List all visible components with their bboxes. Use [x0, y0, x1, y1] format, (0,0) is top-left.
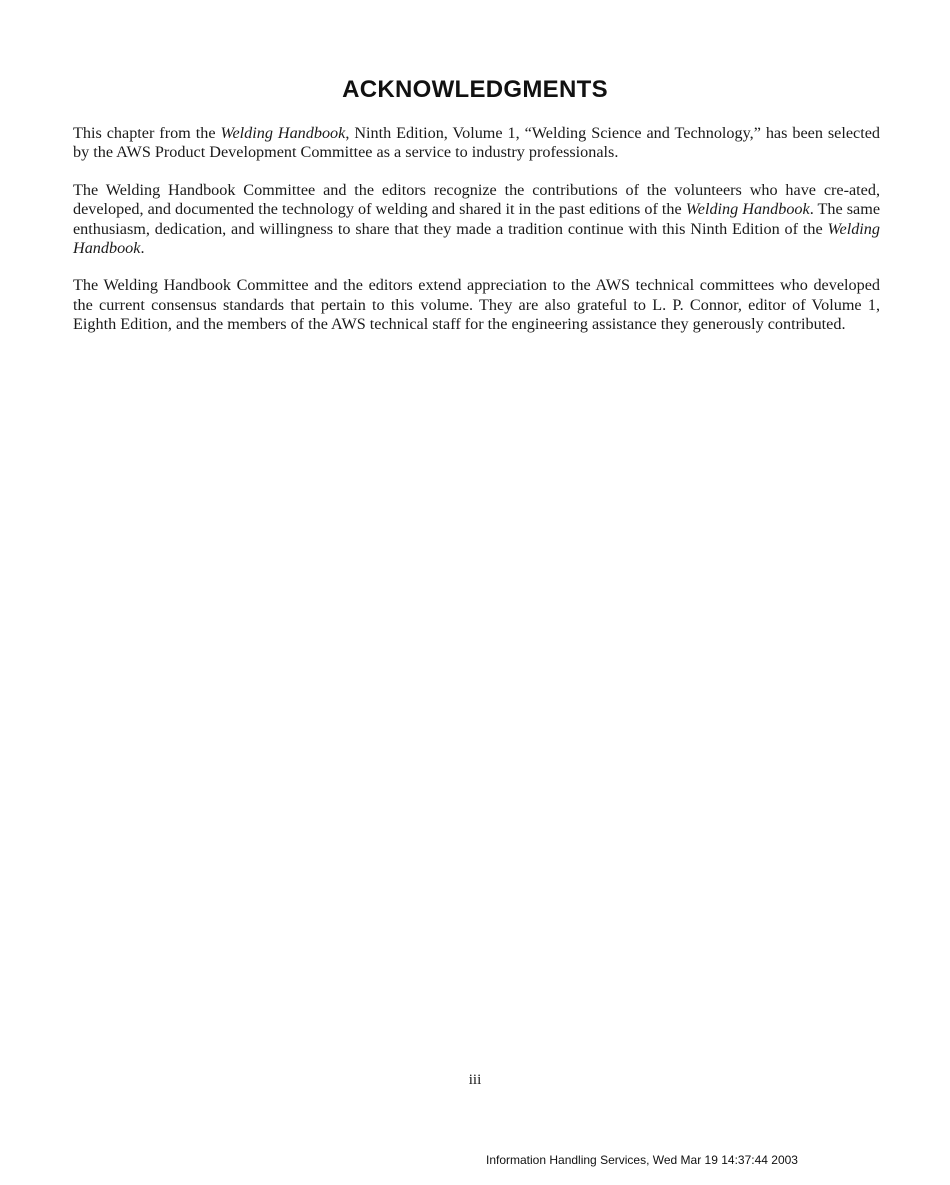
- footer-stamp: Information Handling Services, Wed Mar 19 14:37:44 2003: [486, 1153, 798, 1167]
- paragraph-2-text-2: . The same enthusiasm, dedication, and willingness to share that they made a tradition continue with this Ninth Edition of the: [73, 200, 880, 238]
- paragraph-2-italic-2: Welding Handbook: [73, 219, 880, 258]
- paragraph-1-text-2: , Ninth Edition, Volume 1, “Welding Science and Technology,” has been selected by the AWS Product Development Committee as a service to industry professionals.: [73, 124, 880, 162]
- page-title: ACKNOWLEDGMENTS: [342, 76, 608, 103]
- paragraph-2: [73, 181, 880, 259]
- paragraph-2-text-3: .: [140, 239, 145, 258]
- paragraph-3: [73, 276, 880, 334]
- paragraph-1-text-1: This chapter from the: [73, 124, 221, 142]
- paragraph-2-italic-1: Welding Handbook: [685, 200, 810, 219]
- acknowledgments-body: [73, 124, 880, 353]
- paragraph-1: [73, 124, 880, 163]
- page-number: iii: [468, 1072, 482, 1088]
- paragraph-1-italic-1: Welding Handbook: [220, 124, 346, 142]
- paragraph-3-text-1: The Welding Handbook Committee and the editors extend appreciation to the AWS technical committees who developed the current consensus standards that pertain to this volume. They are also grateful to L. P. Connor, editor of Volume 1, Eighth Edition, and the members of the AWS technical staff for the engineering assistance they generously contributed.: [73, 276, 880, 334]
- paragraph-2-text-1: The Welding Handbook Committee and the editors recognize the contributions of the volunteers who have cre-ated, developed, and documented the technology of welding and shared it in the past editions of the: [73, 180, 880, 219]
